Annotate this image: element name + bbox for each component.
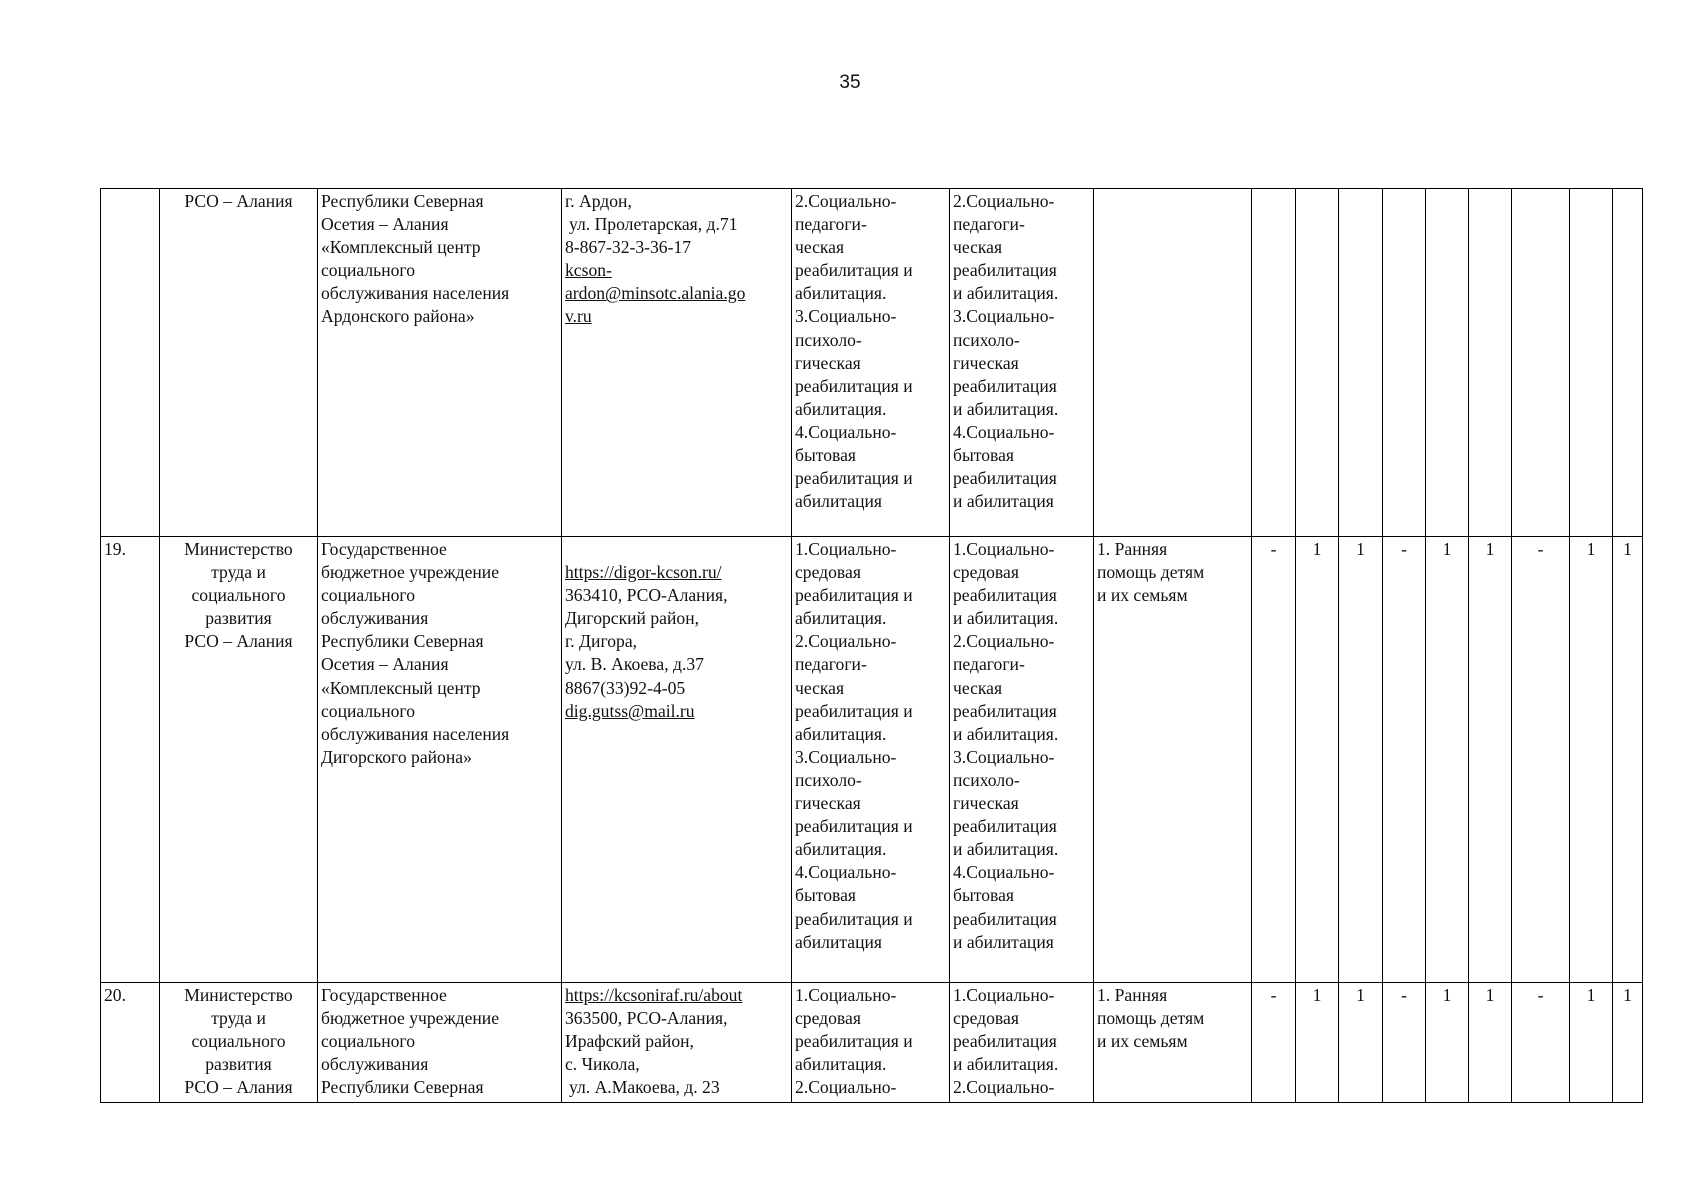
institution-line: «Комплексный центр xyxy=(321,677,481,698)
ministry-cell xyxy=(160,189,318,537)
page-number: 35 xyxy=(839,72,861,93)
ministry-line: социального xyxy=(191,585,286,606)
ministry-line: РСО – Алания xyxy=(184,631,293,652)
service-line: ческая xyxy=(953,677,1003,698)
flag-cell: 1 xyxy=(1339,537,1383,983)
address-line: 8-867-32-3-36-17 xyxy=(565,237,692,258)
flag-cell xyxy=(1252,189,1296,537)
flag-cell: - xyxy=(1383,537,1426,983)
service-line: 2.Социально- xyxy=(953,1077,1055,1098)
service-line: психоло- xyxy=(795,329,862,350)
flag-cell xyxy=(1469,189,1512,537)
address-line: с. Чикола, xyxy=(565,1054,640,1075)
ministry-line: развития xyxy=(205,1054,272,1075)
rehab-services-cell-2 xyxy=(950,537,1094,983)
service-line: 1.Социально- xyxy=(953,985,1055,1005)
early-help-line: и их семьям xyxy=(1097,1031,1188,1052)
address-line: Ирафский район, xyxy=(565,1031,694,1052)
institution-line: социального xyxy=(321,1031,415,1052)
service-line: средовая xyxy=(795,562,861,583)
service-line: ческая xyxy=(795,237,845,258)
services-table xyxy=(100,188,1643,1103)
email-link[interactable]: v.ru xyxy=(565,306,592,327)
institution-cell xyxy=(318,537,562,983)
table-row xyxy=(101,983,1643,1103)
service-line: педагоги- xyxy=(795,654,867,675)
service-line: реабилитация xyxy=(953,908,1057,929)
service-line: 3.Социально- xyxy=(795,306,897,327)
service-line: и абилитация. xyxy=(953,283,1059,304)
institution-cell xyxy=(318,189,562,537)
flag-cell: 1 xyxy=(1469,983,1512,1103)
address-line: ул. В. Акоева, д.37 xyxy=(565,654,704,675)
rehab-services-cell-2 xyxy=(950,189,1094,537)
service-line: гическая xyxy=(795,793,861,814)
service-line: средовая xyxy=(953,562,1019,583)
early-help-cell xyxy=(1094,189,1252,537)
ministry-line: Министерство xyxy=(184,539,293,559)
address-cell xyxy=(562,537,792,983)
service-line: психоло- xyxy=(953,329,1020,350)
address-line: ул. Пролетарская, д.71 xyxy=(569,214,738,235)
flag-cell xyxy=(1570,189,1613,537)
flag-cell: - xyxy=(1252,983,1296,1103)
service-line: 2.Социально- xyxy=(795,631,897,652)
service-line: 4.Социально- xyxy=(795,421,897,442)
table-row xyxy=(101,537,1643,983)
service-line: 3.Социально- xyxy=(953,306,1055,327)
institution-line: бюджетное учреждение xyxy=(321,1008,500,1029)
institution-line: социального xyxy=(321,260,415,281)
service-line: абилитация. xyxy=(795,1054,887,1075)
website-link[interactable]: https://kcsoniraf.ru/about xyxy=(565,985,743,1005)
row-number: 20. xyxy=(101,983,160,1103)
flag-cell: 1 xyxy=(1613,983,1643,1103)
service-line: и абилитация. xyxy=(953,608,1059,629)
early-help-line: помощь детям xyxy=(1097,562,1205,583)
institution-line: Республики Северная xyxy=(321,631,484,652)
service-line: бытовая xyxy=(953,885,1015,906)
service-line: гическая xyxy=(953,793,1019,814)
service-line: 3.Социально- xyxy=(795,746,897,767)
service-line: абилитация. xyxy=(795,723,887,744)
flag-cell: 1 xyxy=(1426,983,1469,1103)
address-line: г. Ардон, xyxy=(565,191,632,211)
address-line: 8867(33)92-4-05 xyxy=(565,677,686,698)
service-line: реабилитация и xyxy=(795,260,913,281)
flag-cell: 1 xyxy=(1570,983,1613,1103)
service-line: педагоги- xyxy=(795,214,867,235)
service-line: реабилитация и xyxy=(795,375,913,396)
ministry-line: РСО – Алания xyxy=(184,1077,293,1098)
ministry-line: развития xyxy=(205,608,272,629)
service-line: психоло- xyxy=(795,769,862,790)
flag-cell: - xyxy=(1512,537,1570,983)
service-line: педагоги- xyxy=(953,654,1025,675)
flag-cell xyxy=(1426,189,1469,537)
service-line: 3.Социально- xyxy=(953,746,1055,767)
flag-cell: 1 xyxy=(1570,537,1613,983)
early-help-line: 1. Ранняя xyxy=(1097,985,1168,1005)
service-line: 2.Социально- xyxy=(795,1077,897,1098)
service-line: гическая xyxy=(953,352,1019,373)
institution-cell xyxy=(318,983,562,1103)
service-line: ческая xyxy=(795,677,845,698)
institution-line: Осетия – Алания xyxy=(321,654,449,675)
address-cell xyxy=(562,189,792,537)
institution-line: обслуживания населения xyxy=(321,723,510,744)
institution-line: Осетия – Алания xyxy=(321,214,449,235)
service-line: 2.Социально- xyxy=(953,191,1055,211)
service-line: 4.Социально- xyxy=(953,421,1055,442)
early-help-line: помощь детям xyxy=(1097,1008,1205,1029)
ministry-line: РСО – Алания xyxy=(184,191,293,211)
service-line: бытовая xyxy=(795,885,857,906)
service-line: 4.Социально- xyxy=(953,862,1055,883)
table-row xyxy=(101,189,1643,537)
early-help-cell xyxy=(1094,537,1252,983)
rehab-services-cell-2 xyxy=(950,983,1094,1103)
institution-line: Республики Северная xyxy=(321,191,484,211)
ministry-line: труда и xyxy=(211,1008,266,1029)
service-line: реабилитация xyxy=(953,260,1057,281)
institution-line: Республики Северная xyxy=(321,1077,484,1098)
service-line: реабилитация xyxy=(953,585,1057,606)
early-help-cell xyxy=(1094,983,1252,1103)
institution-line: социального xyxy=(321,585,415,606)
service-line: реабилитация xyxy=(953,816,1057,837)
service-line: средовая xyxy=(795,1008,861,1029)
service-line: абилитация xyxy=(795,491,883,512)
flag-cell: 1 xyxy=(1426,537,1469,983)
service-line: реабилитация xyxy=(953,375,1057,396)
institution-line: бюджетное учреждение xyxy=(321,562,500,583)
flag-cell xyxy=(1383,189,1426,537)
service-line: психоло- xyxy=(953,769,1020,790)
flag-cell xyxy=(1512,189,1570,537)
ministry-line: труда и xyxy=(211,562,266,583)
service-line: абилитация xyxy=(795,931,883,952)
website-link[interactable]: https://digor-kcson.ru/ xyxy=(565,562,722,583)
spacer xyxy=(565,538,788,561)
service-line: реабилитация и xyxy=(795,816,913,837)
row-number: 19. xyxy=(101,537,160,983)
service-line: 2.Социально- xyxy=(953,631,1055,652)
institution-line: Дигорского района» xyxy=(321,746,472,767)
service-line: 1.Социально- xyxy=(795,985,897,1005)
service-line: педагоги- xyxy=(953,214,1025,235)
service-line: 1.Социально- xyxy=(795,539,897,559)
row-number xyxy=(101,189,160,537)
institution-line: Государственное xyxy=(321,539,447,559)
rehab-services-cell xyxy=(792,537,950,983)
service-line: реабилитация xyxy=(953,700,1057,721)
institution-line: социального xyxy=(321,700,415,721)
address-line: Дигорский район, xyxy=(565,608,700,629)
service-line: бытовая xyxy=(795,445,857,466)
service-line: и абилитация. xyxy=(953,398,1059,419)
email-link[interactable]: kcson- xyxy=(565,260,612,281)
flag-cell: - xyxy=(1512,983,1570,1103)
flag-cell: 1 xyxy=(1613,537,1643,983)
service-line: 2.Социально- xyxy=(795,191,897,211)
email-link[interactable]: dig.gutss@mail.ru xyxy=(565,700,695,721)
service-line: средовая xyxy=(953,1008,1019,1029)
flag-cell xyxy=(1613,189,1643,537)
early-help-line: и их семьям xyxy=(1097,585,1188,606)
service-line: гическая xyxy=(795,352,861,373)
flag-cell xyxy=(1296,189,1339,537)
service-line: и абилитация. xyxy=(953,839,1059,860)
flag-cell: - xyxy=(1252,537,1296,983)
institution-line: Государственное xyxy=(321,985,447,1005)
flag-cell: - xyxy=(1383,983,1426,1103)
service-line: абилитация. xyxy=(795,608,887,629)
ministry-cell xyxy=(160,537,318,983)
service-line: бытовая xyxy=(953,445,1015,466)
service-line: 4.Социально- xyxy=(795,862,897,883)
early-help-line: 1. Ранняя xyxy=(1097,539,1168,559)
service-line: и абилитация. xyxy=(953,723,1059,744)
service-line: и абилитация xyxy=(953,931,1054,952)
institution-line: «Комплексный центр xyxy=(321,237,481,258)
service-line: реабилитация и xyxy=(795,700,913,721)
flag-cell: 1 xyxy=(1296,983,1339,1103)
service-line: и абилитация xyxy=(953,491,1054,512)
institution-line: обслуживания населения xyxy=(321,283,510,304)
service-line: и абилитация. xyxy=(953,1054,1059,1075)
address-line: г. Дигора, xyxy=(565,631,638,652)
service-line: реабилитация и xyxy=(795,1031,913,1052)
address-line: ул. А.Макоева, д. 23 xyxy=(569,1077,720,1098)
flag-cell: 1 xyxy=(1296,537,1339,983)
service-line: реабилитация xyxy=(953,468,1057,489)
ministry-cell xyxy=(160,983,318,1103)
service-line: 1.Социально- xyxy=(953,539,1055,559)
institution-line: обслуживания xyxy=(321,608,429,629)
flag-cell: 1 xyxy=(1469,537,1512,983)
flag-cell: 1 xyxy=(1339,983,1383,1103)
flag-cell xyxy=(1339,189,1383,537)
address-cell xyxy=(562,983,792,1103)
service-line: реабилитация и xyxy=(795,585,913,606)
service-line: абилитация. xyxy=(795,283,887,304)
service-line: ческая xyxy=(953,237,1003,258)
rehab-services-cell xyxy=(792,189,950,537)
email-link[interactable]: ardon@minsotc.alania.go xyxy=(565,283,746,304)
institution-line: обслуживания xyxy=(321,1054,429,1075)
ministry-line: Министерство xyxy=(184,985,293,1005)
service-line: абилитация. xyxy=(795,398,887,419)
address-line: 363410, РСО-Алания, xyxy=(565,585,728,606)
service-line: абилитация. xyxy=(795,839,887,860)
institution-line: Ардонского района» xyxy=(321,306,475,327)
service-line: реабилитация и xyxy=(795,468,913,489)
ministry-line: социального xyxy=(191,1031,286,1052)
rehab-services-cell xyxy=(792,983,950,1103)
service-line: реабилитация xyxy=(953,1031,1057,1052)
address-line: 363500, РСО-Алания, xyxy=(565,1008,728,1029)
service-line: реабилитация и xyxy=(795,908,913,929)
